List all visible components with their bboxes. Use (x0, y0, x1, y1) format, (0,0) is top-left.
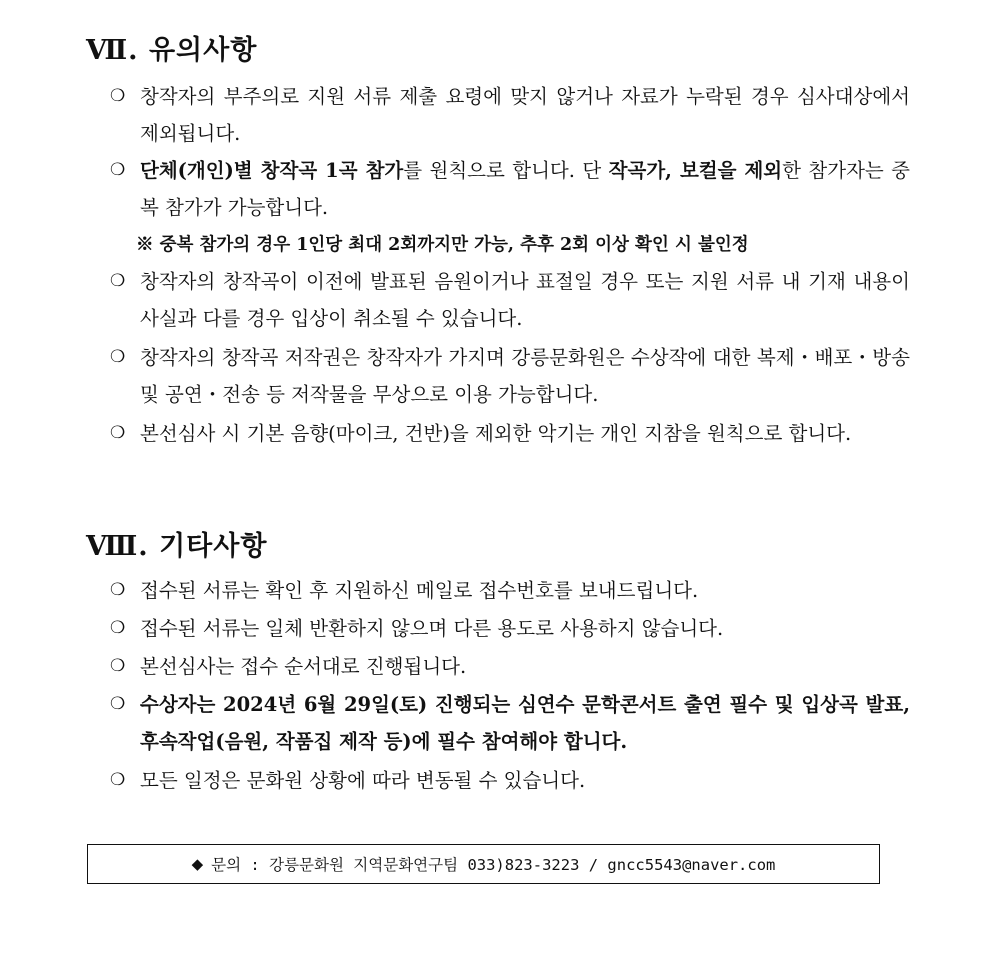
list-item-text: 창작자의 창작곡 저작권은 창작자가 가지며 강릉문화원은 수상작에 대한 복제・배포・방송 및 공연・전송 등 저작물을 무상으로 이용 가능합니다. (140, 346, 910, 406)
list-item (110, 415, 910, 452)
list-item (110, 339, 910, 413)
list-item (110, 610, 910, 647)
circle-bullet-icon: ❍ (110, 347, 126, 367)
section-title-other-matters: Ⅷ. 기타사항 (86, 531, 268, 562)
diamond-icon: ◆ (191, 855, 204, 873)
circle-bullet-icon: ❍ (110, 694, 126, 714)
plain-text: 한 참가자는 중복 참가가 가능합니다. (140, 159, 910, 219)
list-item (110, 78, 910, 152)
note-text: ※ 중복 참가의 경우 1인당 최대 2회까지만 가능, 추후 2회 이상 확인 시 불인정 (136, 235, 749, 255)
inquiry-box (87, 844, 880, 884)
list-item (110, 263, 910, 337)
list-item-text: 본선심사 시 기본 음향(마이크, 건반)을 제외한 악기는 개인 지참을 원칙으로 합니다. (140, 422, 852, 445)
list-item (110, 572, 910, 609)
list-item (110, 648, 910, 685)
list-item-text: 모든 일정은 문화원 상황에 따라 변동될 수 있습니다. (140, 769, 586, 792)
list-item-text: 창작자의 창작곡이 이전에 발표된 음원이거나 표절일 경우 또는 지원 서류 내 기재 내용이 사실과 다를 경우 입상이 취소될 수 있습니다. (140, 270, 910, 330)
list-item (110, 152, 910, 226)
circle-bullet-icon: ❍ (110, 271, 126, 291)
circle-bullet-icon: ❍ (110, 423, 126, 443)
list-item-text: 창작자의 부주의로 지원 서류 제출 요령에 맞지 않거나 자료가 누락된 경우 심사대상에서 제외됩니다. (140, 85, 910, 145)
plain-text: 를 원칙으로 합니다. 단 (403, 159, 609, 182)
list-item-text: 접수된 서류는 일체 반환하지 않으며 다른 용도로 사용하지 않습니다. (140, 617, 724, 640)
list-item (110, 686, 910, 760)
list-item-text: 접수된 서류는 확인 후 지원하신 메일로 접수번호를 보내드립니다. (140, 579, 699, 602)
circle-bullet-icon: ❍ (110, 770, 126, 790)
emphasis-text: 작곡가, 보컬을 제외 (608, 159, 783, 182)
circle-bullet-icon: ❍ (110, 580, 126, 600)
list-item-text (140, 152, 910, 226)
list-item (110, 762, 910, 799)
circle-bullet-icon: ❍ (110, 656, 126, 676)
section-title-precautions: Ⅶ. 유의사항 (86, 35, 258, 66)
emphasis-text: 단체(개인)별 창작곡 1곡 참가 (140, 159, 404, 182)
list-item-text: 수상자는 2024년 6월 29일(토) 진행되는 심연수 문학콘서트 출연 필수 및 입상곡 발표, 후속작업(음원, 작품집 제작 등)에 필수 참여해야 합니다. (140, 693, 910, 753)
inquiry-contact-text: 문의 : 강릉문화원 지역문화연구팀 033)823-3223 / gncc5543@naver.com (211, 856, 776, 874)
circle-bullet-icon: ❍ (110, 160, 126, 180)
list-item-text: 본선심사는 접수 순서대로 진행됩니다. (140, 655, 467, 678)
circle-bullet-icon: ❍ (110, 86, 126, 106)
circle-bullet-icon: ❍ (110, 618, 126, 638)
